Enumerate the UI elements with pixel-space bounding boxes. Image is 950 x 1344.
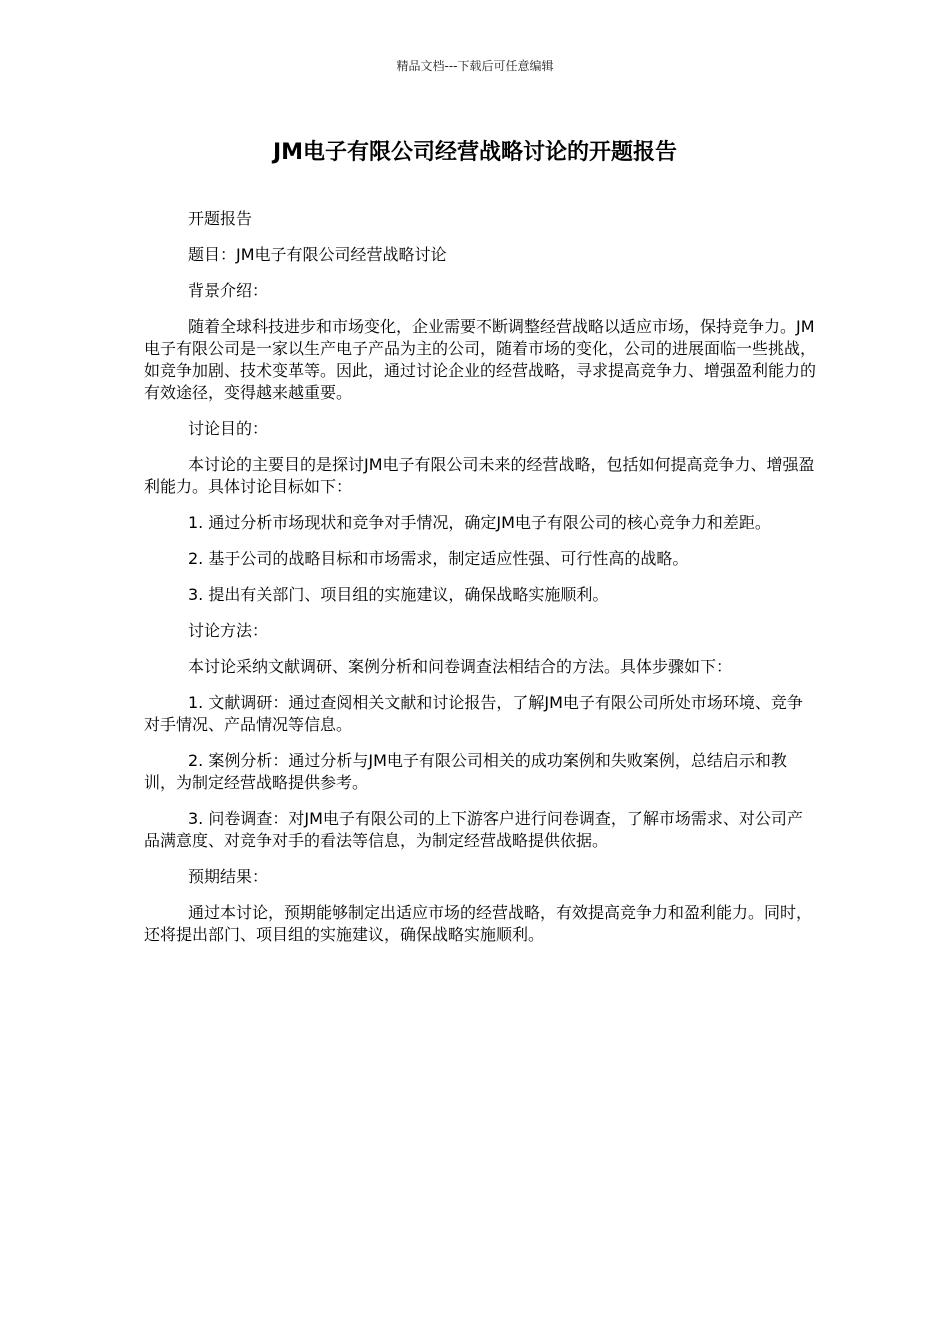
- heading-background: 背景介绍：: [188, 281, 269, 300]
- document-title: JM电子有限公司经营战略讨论的开题报告: [272, 140, 678, 165]
- purpose-item-3: 3. 提出有关部门、项目组的实施建议，确保战略实施顺利。: [188, 585, 609, 604]
- method-item-1: 1. 文献调研：通过查阅相关文献和讨论报告，了解JM电子有限公司所处市场环境、竞争对手情况、产品情况等信息。: [144, 693, 803, 734]
- purpose-item-2: 2. 基于公司的战略目标和市场需求，制定适应性强、可行性高的战略。: [188, 549, 689, 568]
- document-body: [144, 208, 816, 960]
- paragraph-purpose: 本讨论的主要目的是探讨JM电子有限公司未来的经营战略，包括如何提高竞争力、增强盈利能力。具体讨论目标如下：: [144, 455, 815, 496]
- page-header-note: 精品文档---下载后可任意编辑: [396, 59, 554, 73]
- paragraph-expected-results: 通过本讨论，预期能够制定出适应市场的经营战略，有效提高竞争力和盈利能力。同时，还将提出部门、项目组的实施建议，确保战略实施顺利。: [144, 903, 813, 944]
- heading-method: 讨论方法：: [188, 621, 269, 640]
- heading-purpose: 讨论目的：: [188, 419, 269, 438]
- topic-line: 题目：JM电子有限公司经营战略讨论: [188, 245, 447, 264]
- paragraph-background: 随着全球科技进步和市场变化，企业需要不断调整经营战略以适应市场，保持竞争力。JM电子有限公司是一家以生产电子产品为主的公司，随着市场的变化，公司的进展面临一些挑战，如竞争加剧、技术变革等。因此，通过讨论企业的经营战略，寻求提高竞争力、增强盈利能力的有效途径，变得越来越重要。: [144, 317, 817, 402]
- paragraph-method: 本讨论采纳文献调研、案例分析和问卷调查法相结合的方法。具体步骤如下：: [188, 657, 733, 676]
- section-label-report: 开题报告: [188, 209, 253, 228]
- heading-expected-results: 预期结果：: [188, 867, 269, 886]
- method-item-2: 2. 案例分析：通过分析与JM电子有限公司相关的成功案例和失败案例，总结启示和教训，为制定经营战略提供参考。: [144, 751, 787, 792]
- method-item-3: 3. 问卷调查：对JM电子有限公司的上下游客户进行问卷调查，了解市场需求、对公司产品满意度、对竞争对手的看法等信息，为制定经营战略提供依据。: [144, 809, 803, 850]
- purpose-item-1: 1. 通过分析市场现状和竞争对手情况，确定JM电子有限公司的核心竞争力和差距。: [188, 513, 771, 532]
